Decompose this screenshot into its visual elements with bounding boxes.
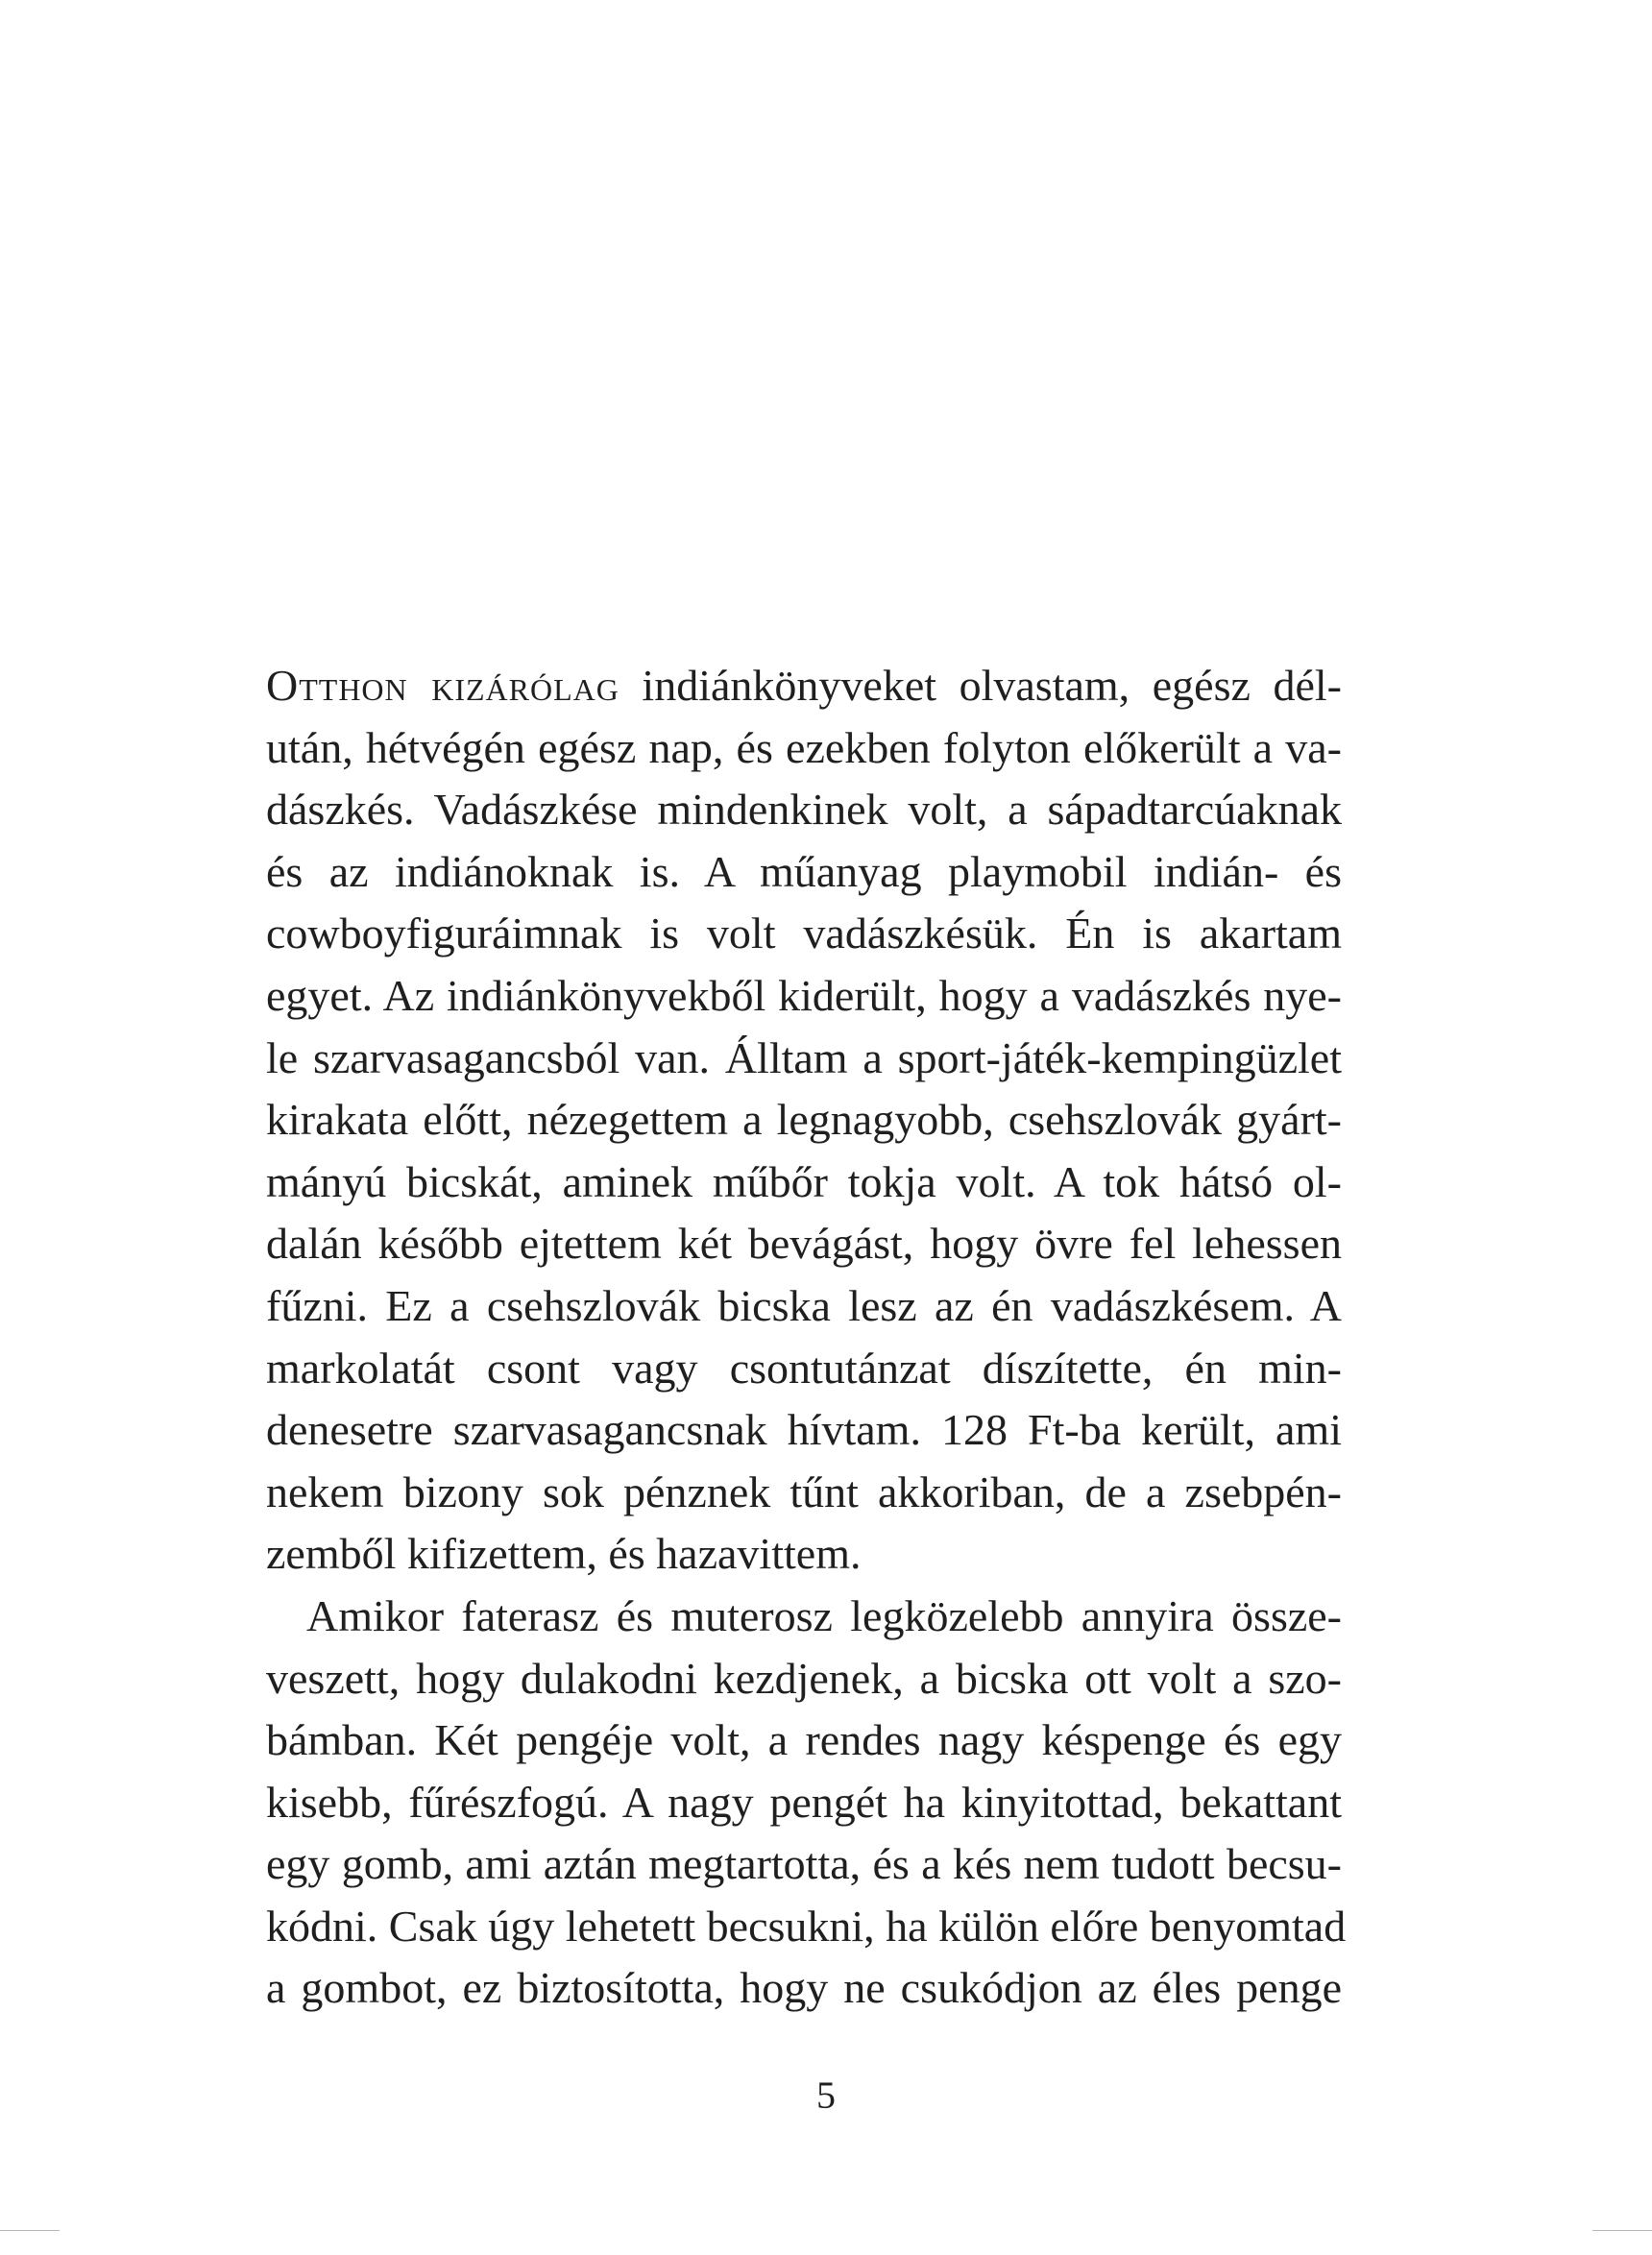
text-line: veszett, hogy dulakodni kezdjenek, a bicska ott volt a szo- — [266, 1653, 1342, 1703]
chapter-opening-rest: indiánkönyveket olvastam, egész dél- — [619, 661, 1342, 710]
crop-mark-right — [1592, 2230, 1652, 2231]
text-line: dalán később ejtettem két bevágást, hogy övre fel lehessen — [266, 1219, 1342, 1269]
text-line: fűzni. Ez a csehszlovák bicska lesz az én vadászkésem. A — [266, 1280, 1342, 1330]
text-line: le szarvasagancsból van. Álltam a sport-játék-kempingüzlet — [266, 1032, 1342, 1082]
text-line: dászkés. Vadászkése mindenkinek volt, a sápadtarcúaknak — [266, 785, 1342, 835]
text-line: után, hétvégén egész nap, és ezekben folyton előkerült a va- — [266, 722, 1342, 772]
page-number: 5 — [816, 2073, 836, 2117]
text-line: a gombot, ez biztosította, hogy ne csukódjon az éles penge — [266, 1963, 1342, 2013]
text-line: egy gomb, ami aztán megtartotta, és a kés nem tudott becsu- — [266, 1839, 1342, 1889]
text-line — [266, 655, 1342, 717]
text-line: mányú bicskát, aminek műbőr tokja volt. A tok hátsó ol- — [266, 1156, 1342, 1206]
body-text — [266, 655, 1347, 2020]
text-line: markolatát csont vagy csontutánzat díszítette, én min- — [266, 1343, 1342, 1393]
text-line: kódni. Csak úgy lehetett becsukni, ha külön előre benyomtad — [266, 1901, 1347, 1951]
text-line: denesetre szarvasagancsnak hívtam. 128 Ft-ba került, ami — [266, 1405, 1342, 1455]
text-line: zemből kifizettem, és hazavittem. — [266, 1529, 862, 1579]
text-line: nekem bizony sok pénznek tűnt akkoriban, de a zsebpén- — [266, 1467, 1342, 1516]
text-line: bámban. Két pengéje volt, a rendes nagy késpenge és egy — [266, 1715, 1342, 1765]
crop-mark-left — [0, 2230, 60, 2231]
text-line: cowboyfiguráimnak is volt vadászkésük. Én is akartam — [266, 909, 1342, 958]
chapter-opening-smallcaps: Otthon kizárólag — [266, 661, 620, 710]
text-line: és az indiánoknak is. A műanyag playmobil indián- és — [266, 846, 1342, 896]
text-line: kisebb, fűrészfogú. A nagy pengét ha kinyitottad, bekattant — [266, 1777, 1342, 1827]
text-line: Amikor faterasz és muterosz legközelebb annyira össze- — [306, 1590, 1342, 1640]
text-line: kirakata előtt, nézegettem a legnagyobb, csehszlovák gyárt- — [266, 1095, 1342, 1145]
text-line: egyet. Az indiánkönyvekből kiderült, hogy a vadászkés nye- — [266, 970, 1342, 1020]
